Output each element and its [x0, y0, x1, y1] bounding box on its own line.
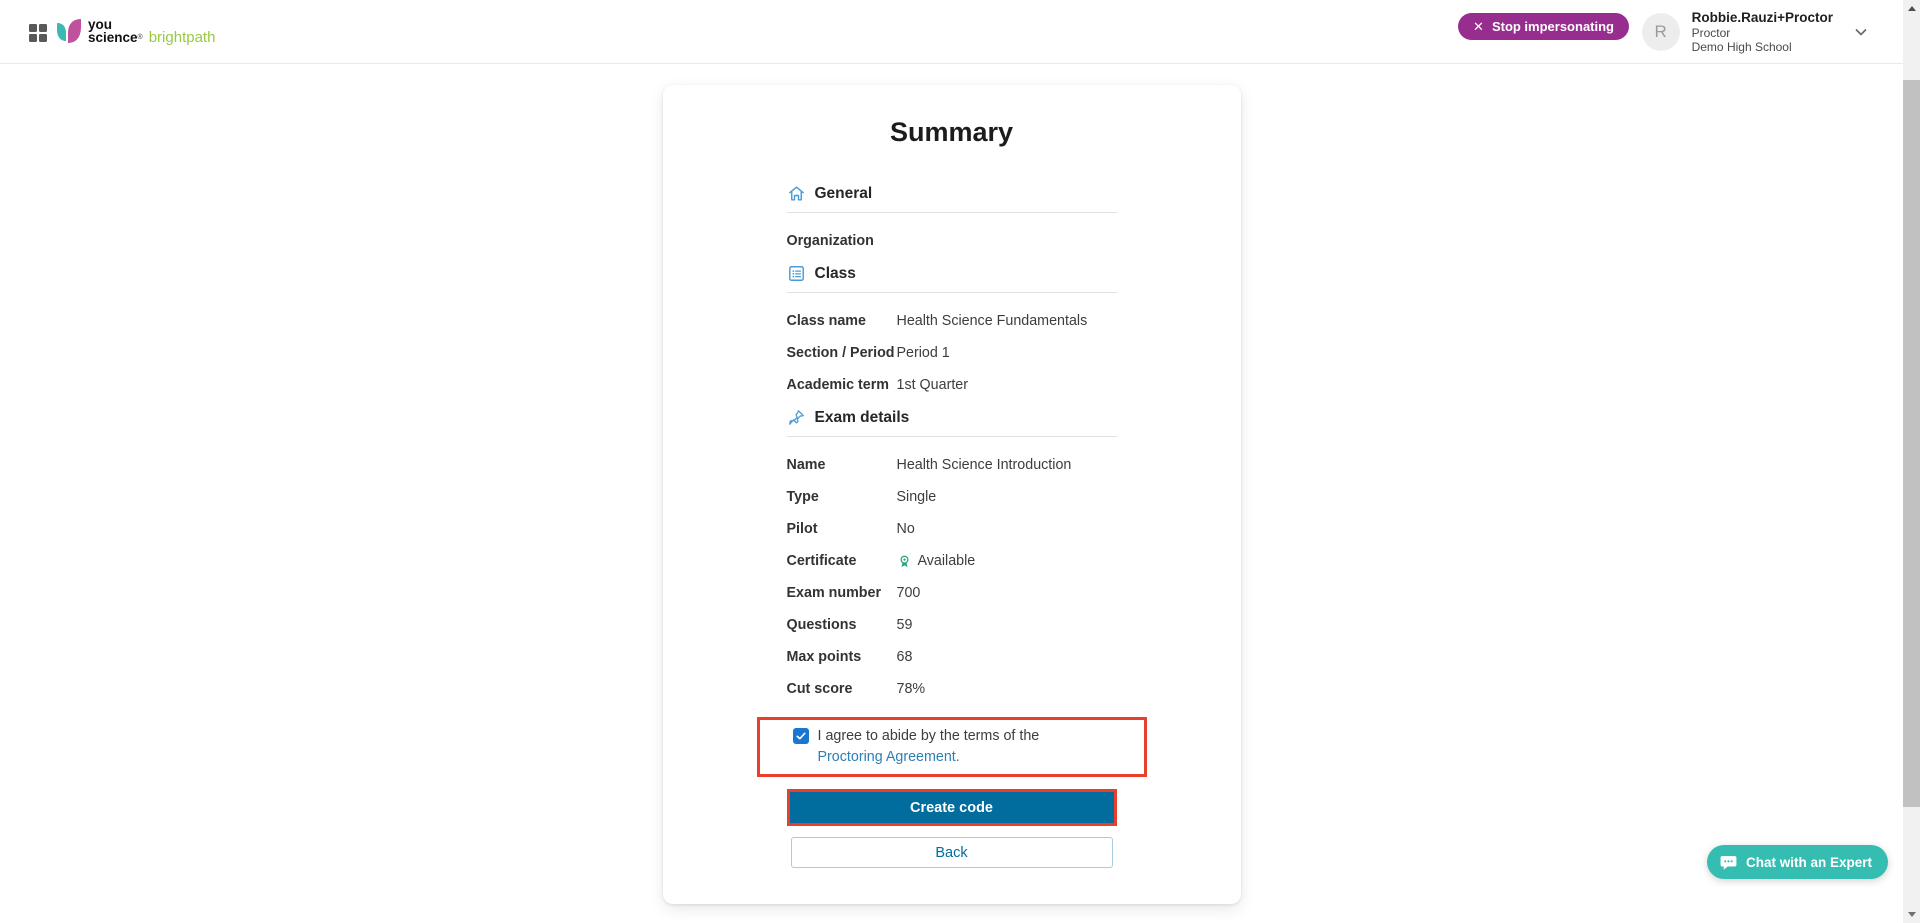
section-divider [787, 292, 1117, 293]
vertical-scrollbar [1903, 0, 1920, 923]
youscience-brightpath-logo[interactable] [55, 15, 215, 47]
scrollbar-down-arrow[interactable] [1903, 906, 1920, 923]
row-value: 59 [896, 617, 913, 633]
section-general-header [787, 184, 1117, 203]
user-info [1692, 11, 1833, 54]
back-button[interactable]: Back [791, 837, 1113, 868]
create-code-button[interactable]: Create code [790, 792, 1114, 823]
list-icon [787, 264, 806, 283]
annotation-agreement-highlight [757, 717, 1147, 777]
row-label: Cut score [786, 681, 853, 697]
avatar [1642, 13, 1680, 51]
agreement-text [818, 726, 1096, 768]
row-value: Health Science Introduction [896, 457, 1072, 473]
summary-card [663, 85, 1241, 904]
row-label: Type [786, 489, 819, 505]
stop-impersonating-label: Stop impersonating [1491, 19, 1614, 34]
apps-grid-icon [26, 21, 50, 45]
user-role: Proctor [1691, 25, 1731, 40]
section-exam-details [787, 408, 1117, 699]
proctoring-agreement-link[interactable]: Proctoring Agreement [817, 749, 956, 765]
row-value: Single [896, 489, 937, 505]
certificate-status: Available [917, 553, 976, 569]
section-title: General [814, 184, 873, 202]
summary-row-section-period [787, 344, 1117, 363]
chat-with-expert-button[interactable] [1707, 845, 1888, 879]
agreement-checkbox[interactable] [793, 728, 809, 744]
youscience-logo-icon [55, 15, 83, 47]
triangle-up-icon [1908, 6, 1916, 11]
row-label: Pilot [786, 521, 818, 537]
section-title: Exam details [814, 408, 910, 426]
row-value: Health Science Fundamentals [896, 313, 1088, 329]
medal-icon [897, 554, 912, 569]
annotation-create-code-highlight [787, 789, 1117, 826]
summary-row-name [787, 456, 1117, 475]
section-divider [787, 212, 1117, 213]
row-label: Section / Period [786, 345, 895, 361]
chat-button-label: Chat with an Expert [1745, 854, 1872, 870]
section-general [787, 184, 1117, 251]
row-value: 78% [896, 681, 926, 697]
section-divider [787, 436, 1117, 437]
row-label: Certificate [786, 553, 857, 569]
top-header [0, 0, 1903, 64]
summary-row-class-name [787, 312, 1117, 331]
summary-row-organization [787, 232, 1117, 251]
row-label: Max points [786, 649, 862, 665]
row-value: No [896, 521, 915, 537]
row-value: 700 [896, 585, 921, 601]
summary-row-type [787, 488, 1117, 507]
section-class-header [787, 264, 1117, 283]
summary-row-pilot [787, 520, 1117, 539]
row-label: Academic term [786, 377, 890, 393]
user-name: Robbie.Rauzi+Proctor [1691, 9, 1833, 25]
chevron-down-icon [1853, 24, 1869, 40]
summary-row-cut-score [787, 680, 1117, 699]
row-value: Period 1 [896, 345, 950, 361]
check-icon [795, 730, 807, 742]
agreement-text-before: I agree to abide by the terms of the [817, 728, 1040, 744]
summary-row-questions [787, 616, 1117, 635]
row-label: Questions [786, 617, 857, 633]
logo-word-you: you [88, 17, 113, 32]
row-label: Exam number [786, 585, 882, 601]
agreement-text-after: . [955, 749, 960, 765]
summary-row-exam-number [787, 584, 1117, 603]
section-exam-details-header [787, 408, 1117, 427]
section-title: Class [814, 264, 856, 282]
scrollbar-up-arrow[interactable] [1903, 0, 1920, 17]
row-value [897, 552, 976, 571]
pin-icon [787, 408, 806, 427]
row-label: Class name [786, 313, 866, 329]
page-title: Summary [889, 117, 1014, 147]
row-label: Organization [786, 233, 874, 249]
summary-row-academic-term [787, 376, 1117, 395]
triangle-down-icon [1908, 912, 1916, 917]
logo-product-brightpath: brightpath [148, 29, 216, 46]
logo-word-science: science [88, 30, 138, 45]
user-organization: Demo High School [1691, 39, 1792, 54]
apps-grid-icon[interactable] [26, 21, 50, 45]
chat-bubble-icon [1719, 853, 1738, 872]
logo-trademark: ® [137, 34, 143, 41]
summary-row-certificate [787, 552, 1117, 571]
user-menu[interactable] [1642, 9, 1869, 55]
avatar-initial: R [1654, 22, 1667, 41]
summary-row-max-points [787, 648, 1117, 667]
row-value: 68 [896, 649, 913, 665]
row-value: 1st Quarter [896, 377, 969, 393]
row-label: Name [786, 457, 826, 473]
main-content [0, 64, 1903, 923]
close-icon: ✕ [1473, 18, 1484, 34]
stop-impersonating-button[interactable] [1458, 13, 1629, 40]
section-class [787, 264, 1117, 395]
logo-wordmark [88, 18, 143, 44]
home-icon [787, 184, 806, 203]
scrollbar-thumb[interactable] [1903, 80, 1920, 807]
